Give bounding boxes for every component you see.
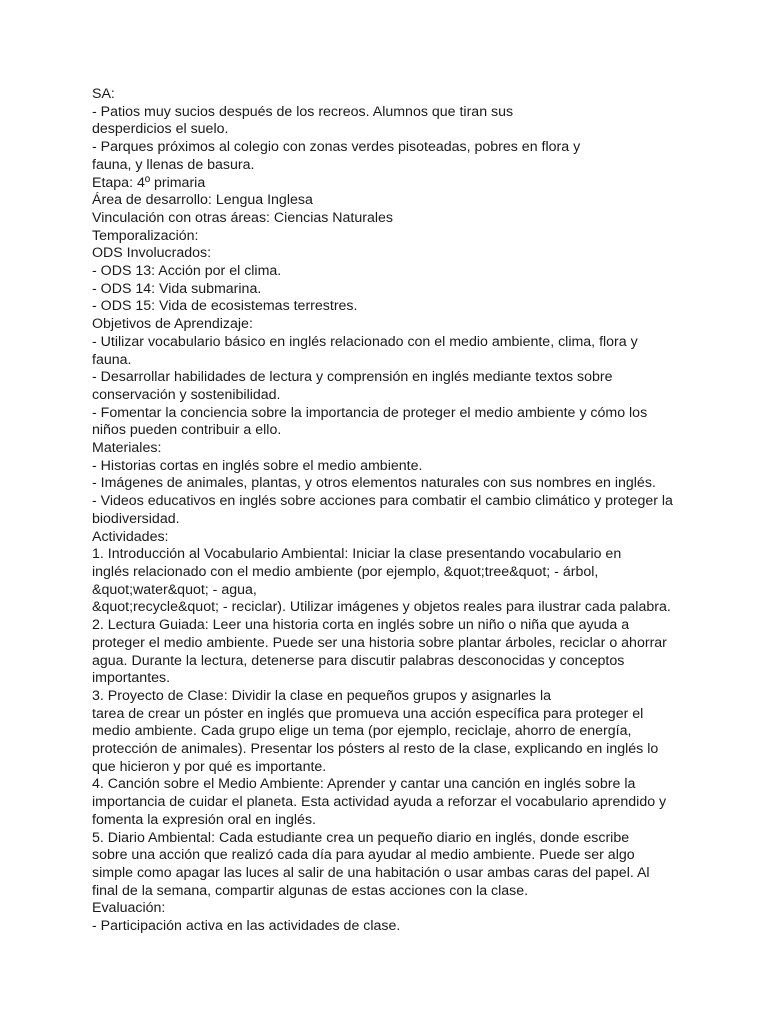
text-line: Vinculación con otras áreas: Ciencias Naturales [92, 209, 393, 226]
text-line: fauna, y llenas de basura. [92, 156, 255, 173]
text-line: SA: [92, 86, 115, 102]
text-line: fauna. [92, 351, 132, 368]
text-line: biodiversidad. [92, 510, 180, 527]
text-line: - Historias cortas en inglés sobre el medio ambiente. [92, 457, 423, 474]
text-line: - Imágenes de animales, plantas, y otros elementos naturales con sus nombres en inglés. [92, 475, 656, 492]
text-line: sobre una acción que realizó cada día para ayudar al medio ambiente. Puede ser algo [92, 847, 635, 864]
text-line: ODS Involucrados: [92, 245, 212, 262]
text-line: &quot;water&quot; - agua, [92, 581, 257, 598]
text-line: - Videos educativos en inglés sobre acciones para combatir el cambio climático y proteger la [92, 493, 673, 510]
text-line: conservación y sostenibilidad. [92, 386, 281, 403]
text-line: - Desarrollar habilidades de lectura y comprensión en inglés mediante textos sobre [92, 369, 613, 386]
text-line: protección de animales). Presentar los pósters al resto de la clase, explicando en inglés lo [92, 741, 659, 758]
text-line: 4. Canción sobre el Medio Ambiente: Aprender y cantar una canción en inglés sobre la [92, 776, 636, 793]
text-line: Área de desarrollo: Lengua Inglesa [92, 192, 313, 209]
text-line: proteger el medio ambiente. Puede ser una historia sobre plantar árboles, reciclar o ahorrar [92, 634, 667, 651]
text-line: fomenta la expresión oral en inglés. [92, 811, 316, 828]
text-line: Objetivos de Aprendizaje: [92, 316, 253, 333]
text-line: - ODS 15: Vida de ecosistemas terrestres. [92, 298, 358, 315]
text-line: simple como apagar las luces al salir de una habitación o usar ambas caras del papel. Al [92, 864, 650, 881]
text-line: 5. Diario Ambiental: Cada estudiante crea un pequeño diario en inglés, donde escribe [92, 829, 630, 846]
text-line: niños pueden contribuir a ello. [92, 422, 282, 439]
text-line: - ODS 14: Vida submarina. [92, 280, 262, 297]
text-line: final de la semana, compartir algunas de estas acciones con la clase. [92, 882, 529, 899]
text-line: Actividades: [92, 528, 169, 545]
text-line: Materiales: [92, 440, 162, 457]
text-line: 2. Lectura Guiada: Leer una historia corta en inglés sobre un niño o niña que ayuda a [92, 617, 630, 634]
text-line: que hicieron y por qué es importante. [92, 758, 327, 775]
text-line: desperdicios el suelo. [92, 121, 229, 138]
text-line: Evaluación: [92, 900, 166, 917]
text-line: importancia de cuidar el planeta. Esta actividad ayuda a reforzar el vocabulario aprendido y [92, 794, 667, 811]
text-line: inglés relacionado con el medio ambiente (por ejemplo, &quot;tree&quot; - árbol, [92, 563, 599, 580]
text-line: 1. Introducción al Vocabulario Ambiental: Iniciar la clase presentando vocabulario en [92, 546, 622, 563]
text-line: - Utilizar vocabulario básico en inglés relacionado con el medio ambiente, clima, flora y [92, 333, 638, 350]
text-line: tarea de crear un póster en inglés que promueva una acción específica para proteger el [92, 705, 644, 722]
text-line: - ODS 13: Acción por el clima. [92, 263, 282, 280]
document-page [92, 86, 692, 936]
text-line: importantes. [92, 670, 171, 687]
text-line: medio ambiente. Cada grupo elige un tema (por ejemplo, reciclaje, ahorro de energía, [92, 723, 632, 740]
text-line: - Patios muy sucios después de los recreos. Alumnos que tiran sus [92, 103, 514, 120]
text-line: - Fomentar la conciencia sobre la importancia de proteger el medio ambiente y cómo los [92, 404, 648, 421]
text-line: Temporalización: [92, 227, 199, 244]
text-line: - Participación activa en las actividades de clase. [92, 918, 401, 935]
text-line: &quot;recycle&quot; - reciclar). Utilizar imágenes y objetos reales para ilustrar cada palabra. [92, 599, 671, 616]
text-line: 3. Proyecto de Clase: Dividir la clase en pequeños grupos y asignarles la [92, 687, 551, 704]
text-line: - Parques próximos al colegio con zonas verdes pisoteadas, pobres en flora y [92, 139, 581, 156]
text-line: agua. Durante la lectura, detenerse para discutir palabras desconocidas y conceptos [92, 652, 625, 669]
text-line: Etapa: 4º primaria [92, 174, 206, 191]
